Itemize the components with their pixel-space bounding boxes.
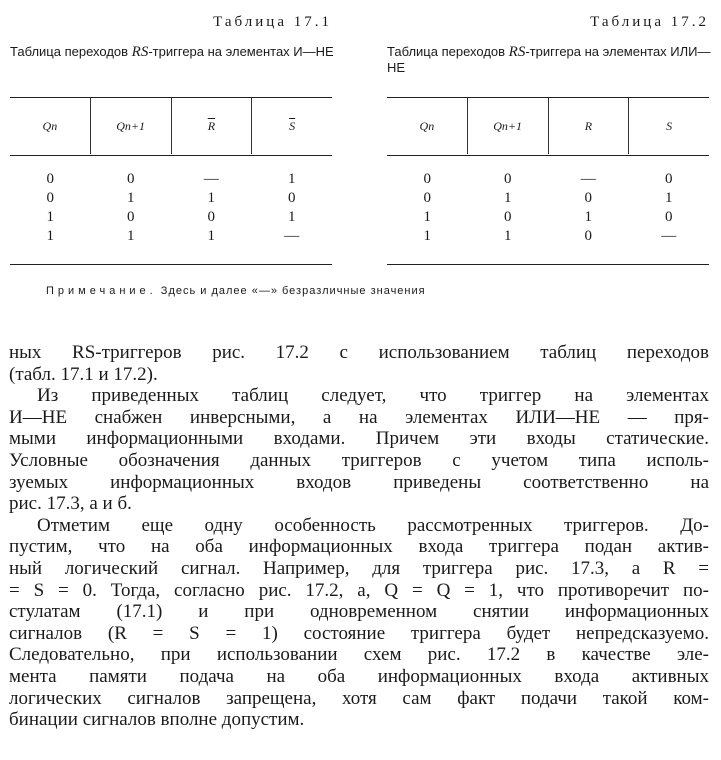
text-line: ный логический сигнал. Например, для триггера рис. 17.3, а R =	[9, 557, 709, 579]
column-qn1	[468, 170, 549, 246]
table-cell: 0	[288, 190, 296, 206]
table-cell: 0	[423, 190, 431, 206]
text-line: сигналов (R = S = 1) состояние триггера будет непредсказуемо.	[9, 622, 709, 644]
table-caption: Таблица переходов RS-триггера на элементах И—НЕ	[10, 44, 334, 60]
column-r	[171, 170, 252, 246]
table-cell: 1	[207, 190, 215, 206]
table-cell: 0	[665, 209, 673, 225]
header-s: S	[666, 118, 673, 133]
table-cell: 0	[504, 209, 512, 225]
header-qn1: Qn+1	[468, 98, 549, 154]
table-cell: —	[580, 171, 596, 187]
table-bottom-rule	[10, 264, 332, 265]
table-cell: 1	[288, 209, 296, 225]
table-cell: 1	[288, 171, 296, 187]
note-label: Примечание.	[46, 285, 157, 297]
header-s-bar: $\overline{S}$	[289, 118, 296, 133]
table-cell: 1	[584, 209, 592, 225]
table-cell: 1	[127, 228, 135, 244]
table-cell: 1	[665, 190, 673, 206]
table-cell: —	[203, 171, 219, 187]
text-line: логических сигналов запрещена, хотя сам факт подачи такой ком-	[9, 687, 709, 709]
text-line: И—НЕ снабжен инверсными, а на элементах ИЛИ—НЕ — пря-	[9, 406, 709, 428]
table-cell: 0	[584, 190, 592, 206]
table-cell: 1	[207, 228, 215, 244]
text-line: стулатам (17.1) и при одновременном снятии информационных	[9, 601, 709, 623]
table-cell: —	[661, 228, 677, 244]
table-header-row	[387, 98, 709, 154]
header-r-bar: $\overline{R}$	[172, 98, 253, 154]
table-cell: 0	[46, 190, 54, 206]
table-cell: 0	[423, 171, 431, 187]
table-cell: 1	[46, 228, 54, 244]
text-line: Следовательно, при использовании схем рис. 17.2 в качестве эле-	[9, 644, 709, 666]
table-cell: 0	[584, 228, 592, 244]
table-cell: 0	[207, 209, 215, 225]
table-label: Таблица 17.2	[590, 14, 709, 30]
table-header-row	[10, 98, 332, 154]
table-header-rule	[387, 155, 709, 156]
table-cell: 1	[504, 190, 512, 206]
header-qn: Qn	[10, 98, 91, 154]
table-cell: 1	[46, 209, 54, 225]
text-line: мента памяти подача на оба информационных входа активных	[9, 665, 709, 687]
table-cell: 1	[127, 190, 135, 206]
table-bottom-rule	[387, 264, 709, 265]
table-cell: 0	[127, 209, 135, 225]
table-cell: —	[284, 228, 300, 244]
note-text: Здесь и далее «—» безразличные значения	[160, 285, 426, 297]
table-cell: 0	[46, 171, 54, 187]
table-cell: 1	[504, 228, 512, 244]
table-body	[10, 170, 332, 246]
table-note	[46, 285, 426, 297]
text-line: = S = 0. Тогда, согласно рис. 17.2, а, Q = Q = 1, что противоречит по-	[9, 579, 709, 601]
header-qn: Qn	[387, 98, 468, 154]
column-s	[252, 170, 333, 246]
text-line: рис. 17.3, а и б.	[9, 493, 132, 515]
column-s	[629, 170, 710, 246]
header-r: R	[549, 98, 630, 154]
text-line: мыми информационными входами. Причем эти входы статические.	[9, 428, 709, 450]
text-line: зуемых информационных входов приведены соответственно на	[9, 471, 709, 493]
text-line: бинации сигналов вполне допустим.	[9, 709, 305, 731]
text-line: Условные обозначения данных триггеров с учетом типа исполь-	[9, 449, 709, 471]
table-cell: 1	[423, 228, 431, 244]
table-cell: 1	[423, 209, 431, 225]
table-cell: 0	[504, 171, 512, 187]
table-header-rule	[10, 155, 332, 156]
table-cell: 0	[665, 171, 673, 187]
body-text	[9, 342, 709, 731]
column-qn1	[91, 170, 172, 246]
text-line: (табл. 17.1 и 17.2).	[9, 363, 158, 385]
table-label: Таблица 17.1	[213, 14, 332, 30]
header-qn1: Qn+1	[91, 98, 172, 154]
column-qn	[10, 170, 91, 246]
table-body	[387, 170, 709, 246]
text-line: Из приведенных таблиц следует, что триггер на элементах	[37, 385, 709, 407]
text-line: пустим, что на оба информационных входа триггера подан актив-	[9, 536, 709, 558]
column-r	[548, 170, 629, 246]
text-line: Отметим еще одну особенность рассмотренных триггеров. До-	[37, 514, 709, 536]
table-cell: 0	[127, 171, 135, 187]
text-line: ных RS-триггеров рис. 17.2 с использованием таблиц переходов	[9, 342, 709, 363]
table-caption: Таблица переходов RS-триггера на элементах ИЛИ—НЕ	[387, 44, 711, 75]
column-qn	[387, 170, 468, 246]
